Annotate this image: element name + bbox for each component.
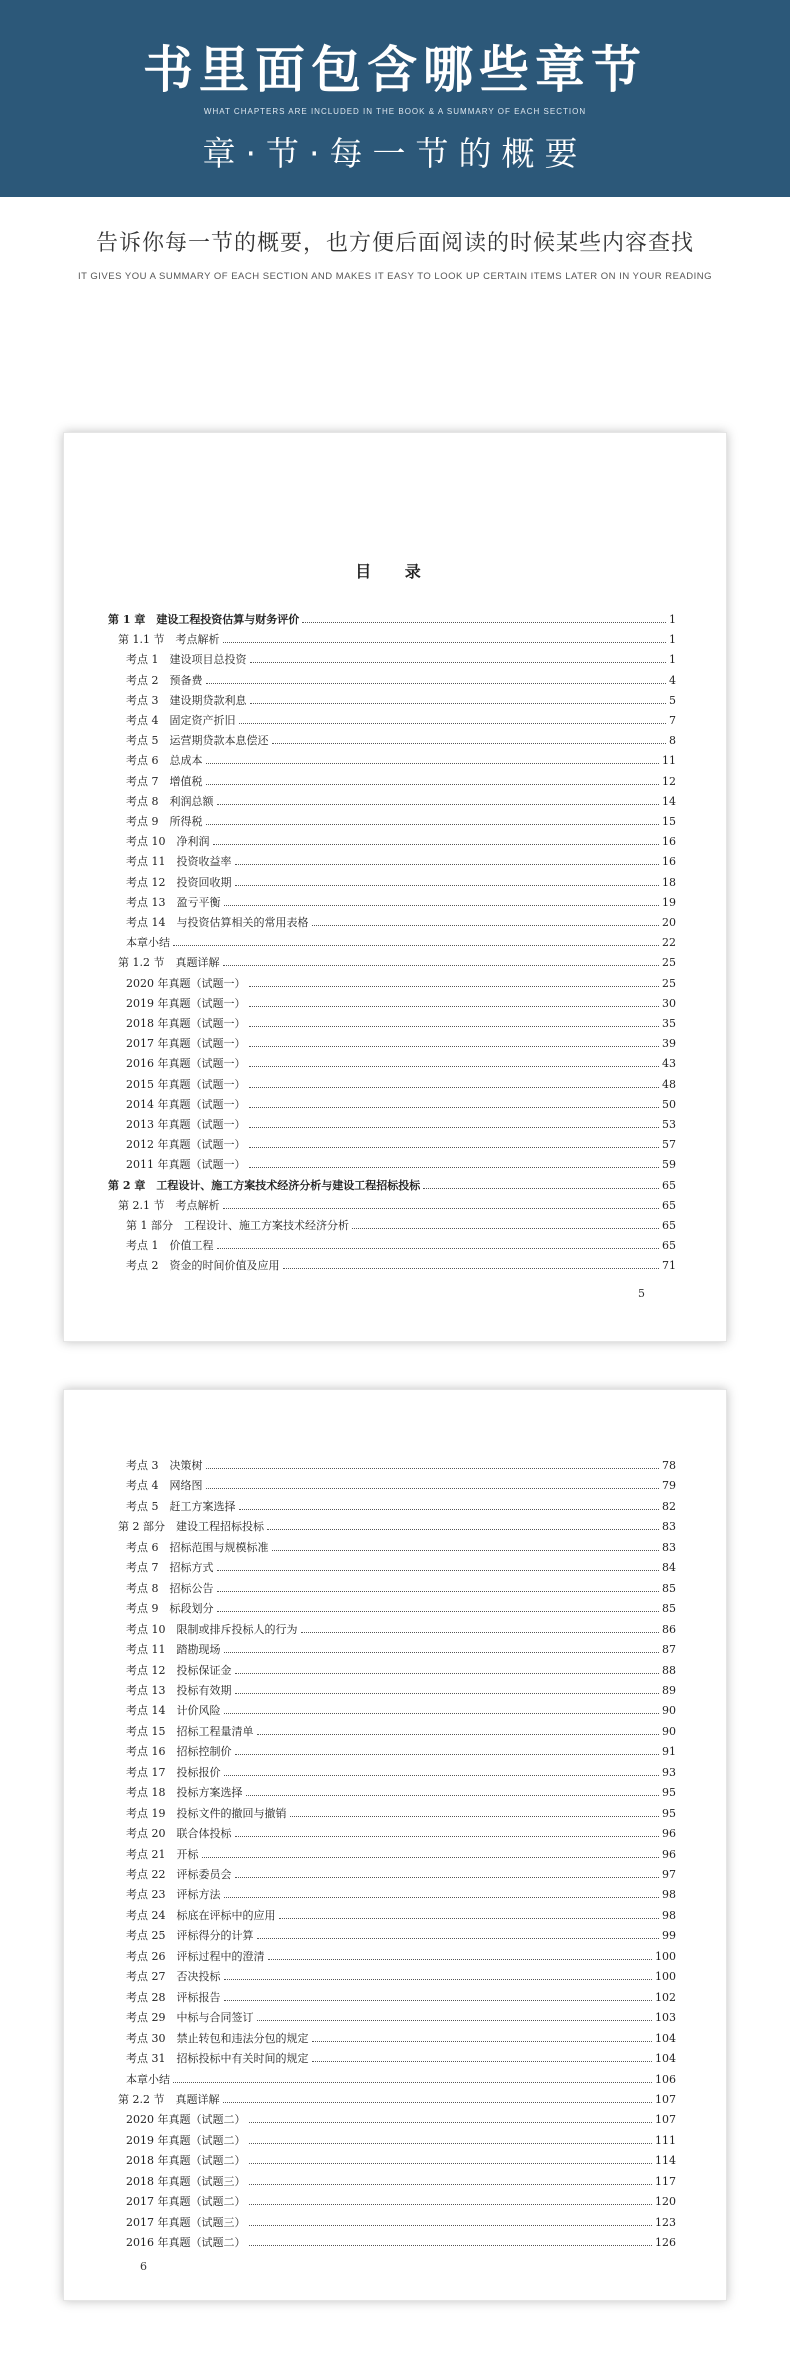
toc-entry-page: 65	[662, 1239, 676, 1253]
toc-entry	[108, 609, 676, 627]
dot-leader	[249, 2184, 653, 2185]
toc-entry-page: 35	[662, 1017, 676, 1030]
toc-entry-title: 考点 8 利润总额	[126, 794, 214, 808]
toc-entry-title: 2013 年真题（试题一）	[126, 1118, 246, 1131]
toc-entry	[126, 750, 676, 768]
dot-leader	[224, 1897, 660, 1898]
toc-entry	[126, 1884, 676, 1902]
toc-entry-title: 第 1 部分 工程设计、施工方案技术经济分析	[126, 1219, 349, 1232]
toc-entry-page: 111	[655, 2133, 676, 2147]
toc-entry-title: 考点 2 预备费	[126, 673, 203, 687]
toc-entry-title: 第 2.1 节 考点解析	[118, 1198, 220, 1212]
toc-entry-page: 65	[662, 1178, 676, 1192]
toc-entry-title: 考点 17 投标报价	[126, 1765, 221, 1779]
dot-leader	[223, 965, 660, 966]
dot-leader	[249, 2122, 653, 2123]
toc-entry	[126, 1721, 676, 1739]
dot-leader	[206, 683, 667, 684]
dot-leader	[224, 1775, 660, 1776]
toc-entry-title: 考点 27 否决投标	[126, 1970, 221, 1984]
dot-leader	[217, 1248, 660, 1249]
toc-entry-title: 考点 13 盈亏平衡	[126, 895, 221, 909]
toc-entry-title: 考点 8 招标公告	[126, 1581, 214, 1595]
dot-leader	[235, 885, 660, 886]
dot-leader	[223, 1208, 660, 1209]
dot-leader	[224, 1979, 653, 1980]
toc-entry	[126, 851, 676, 869]
toc-entry	[126, 2069, 676, 2087]
toc-entry-page: 8	[669, 734, 676, 748]
toc-page-1	[63, 432, 727, 1342]
toc-entry	[126, 2150, 676, 2168]
toc-entry-page: 30	[662, 996, 676, 1010]
toc-entry-page: 1	[669, 653, 676, 667]
toc-entry-title: 2020 年真题（试题一）	[126, 976, 246, 990]
toc-entry-title: 考点 9 标段划分	[126, 1602, 214, 1616]
toc-entry-title: 本章小结	[126, 2072, 170, 2086]
toc-entry	[126, 993, 676, 1011]
header-banner	[0, 0, 790, 197]
toc-entry	[126, 1074, 676, 1092]
dot-leader	[312, 2041, 653, 2042]
dot-leader	[235, 1754, 660, 1755]
toc-entry	[126, 2109, 676, 2127]
dot-leader	[272, 1550, 660, 1551]
dot-leader	[213, 844, 660, 845]
dot-leader	[279, 1918, 660, 1919]
toc-entry	[126, 2048, 676, 2066]
toc-entry-page: 98	[662, 1908, 676, 1922]
toc-entry-page: 50	[662, 1097, 676, 1111]
toc-entry-page: 18	[662, 875, 676, 889]
toc-entry-page: 14	[662, 794, 676, 808]
dot-leader	[239, 1509, 660, 1510]
dot-leader	[249, 1127, 660, 1128]
toc-entry-title: 考点 12 投标保证金	[126, 1663, 232, 1677]
toc-entry-title: 考点 7 招标方式	[126, 1561, 214, 1575]
toc-entry	[126, 932, 676, 950]
dot-leader	[235, 1877, 660, 1878]
dot-leader	[302, 622, 666, 623]
toc-entry	[126, 791, 676, 809]
toc-entry	[126, 1741, 676, 1759]
toc-entry-page: 7	[669, 714, 676, 727]
toc-entry	[126, 1235, 676, 1253]
toc-entry-page: 126	[655, 2236, 676, 2250]
toc-entry-page: 1	[669, 613, 676, 626]
dot-leader	[312, 2061, 653, 2062]
toc-entry	[126, 1700, 676, 1718]
toc-entry-page: 19	[662, 895, 676, 909]
toc-entry	[126, 831, 676, 849]
toc-entry-page: 65	[662, 1198, 676, 1212]
toc-entry-title: 考点 22 评标委员会	[126, 1868, 232, 1881]
toc-entry-page: 53	[662, 1118, 676, 1131]
toc-entry	[126, 1537, 676, 1555]
page-number: 6	[140, 2260, 147, 2273]
dot-leader	[206, 784, 660, 785]
toc-entry	[126, 1619, 676, 1637]
toc-entry-title: 2017 年真题（试题一）	[126, 1037, 246, 1051]
dot-leader	[257, 1938, 660, 1939]
toc-entry	[118, 629, 676, 647]
toc-entry	[126, 1557, 676, 1575]
toc-entry-title: 2018 年真题（试题二）	[126, 2154, 246, 2168]
toc-entry-title: 考点 13 投标有效期	[126, 1683, 232, 1697]
dot-leader	[250, 703, 667, 704]
toc-entry-title: 本章小结	[126, 936, 170, 950]
toc-entry-page: 120	[655, 2195, 676, 2209]
toc-entry	[126, 649, 676, 667]
toc-entry-title: 考点 6 总成本	[126, 754, 203, 768]
toc-entry	[126, 730, 676, 748]
toc-entry-page: 117	[655, 2174, 676, 2188]
toc-entry-page: 84	[662, 1561, 676, 1575]
toc-entry-title: 考点 2 资金的时间价值及应用	[126, 1259, 280, 1273]
toc-entry-page: 91	[662, 1745, 676, 1759]
toc-entry	[126, 690, 676, 708]
toc-entry-page: 95	[662, 1806, 676, 1820]
toc-entry-title: 考点 4 固定资产折旧	[126, 714, 236, 727]
toc-entry-title: 2016 年真题（试题二）	[126, 2236, 246, 2250]
dot-leader	[257, 2020, 653, 2021]
toc-title: 目 录	[355, 562, 435, 581]
toc-entry	[126, 1154, 676, 1172]
toc-entry	[126, 872, 676, 890]
header-tagline: 章·节·每一节的概要	[202, 134, 588, 173]
dot-leader	[206, 1468, 660, 1469]
toc-entry-title: 2019 年真题（试题一）	[126, 996, 246, 1010]
toc-entry-title: 考点 18 投标方案选择	[126, 1786, 243, 1800]
toc-entry-page: 82	[662, 1499, 676, 1513]
toc-entry-title: 考点 3 决策树	[126, 1459, 203, 1472]
toc-entry	[126, 670, 676, 688]
toc-entry	[126, 2007, 676, 2025]
toc-entry-title: 2015 年真题（试题一）	[126, 1077, 246, 1091]
toc-entry-title: 考点 20 联合体投标	[126, 1827, 232, 1841]
toc-entry-page: 15	[662, 815, 676, 828]
toc-entry-title: 考点 5 赶工方案选择	[126, 1499, 236, 1513]
toc-entry	[126, 1255, 676, 1273]
toc-entry	[126, 1639, 676, 1657]
toc-entry-page: 123	[655, 2215, 676, 2229]
toc-entry-title: 考点 15 招标工程量清单	[126, 1724, 254, 1738]
toc-entry-title: 考点 11 踏勘现场	[126, 1643, 221, 1657]
dot-leader	[235, 1836, 660, 1837]
toc-entry-title: 第 1.2 节 真题详解	[118, 956, 220, 970]
dot-leader	[217, 1591, 660, 1592]
toc-entry-page: 20	[662, 916, 676, 929]
toc-entry-title: 考点 10 限制或排斥投标人的行为	[126, 1622, 298, 1636]
dot-leader	[249, 2245, 653, 2246]
dot-leader	[250, 662, 667, 663]
toc-entry-page: 4	[669, 673, 676, 687]
toc-entry-page: 16	[662, 835, 676, 849]
header-subtitle-en: WHAT CHAPTERS ARE INCLUDED IN THE BOOK & A SUMMARY OF EACH SECTION	[203, 107, 587, 116]
toc-entry	[126, 1598, 676, 1616]
toc-entry	[126, 1053, 676, 1071]
toc-entry	[126, 1823, 676, 1841]
page-number: 5	[638, 1287, 645, 1300]
dot-leader	[249, 1107, 660, 1108]
toc-entry-page: 83	[662, 1540, 676, 1554]
dot-leader	[249, 1026, 660, 1027]
toc-entry	[126, 1762, 676, 1780]
dot-leader	[235, 1673, 660, 1674]
toc-entry	[126, 1966, 676, 1984]
dot-leader	[224, 1713, 660, 1714]
toc-entry-page: 25	[662, 956, 676, 970]
toc-entry-page: 11	[662, 754, 676, 768]
dot-leader	[249, 1087, 660, 1088]
toc-entry-page: 5	[669, 693, 676, 707]
toc-entry-page: 107	[655, 2113, 676, 2127]
toc-entry-page: 98	[662, 1888, 676, 1902]
toc-entry	[126, 771, 676, 789]
toc-entry-page: 95	[662, 1786, 676, 1800]
toc-entry-title: 考点 24 标底在评标中的应用	[126, 1908, 276, 1922]
toc-entry-page: 25	[662, 976, 676, 990]
toc-entry	[126, 1905, 676, 1923]
toc-entry-page: 85	[662, 1602, 676, 1616]
toc-page-2	[63, 1389, 727, 2301]
dot-leader	[249, 2204, 653, 2205]
toc-entry-page: 114	[655, 2154, 676, 2168]
toc-entry	[126, 1134, 676, 1152]
toc-entry	[118, 952, 676, 970]
toc-entry-title: 2018 年真题（试题一）	[126, 1017, 246, 1030]
toc-entry-page: 57	[662, 1138, 676, 1152]
toc-entry-title: 第 1.1 节 考点解析	[118, 633, 220, 647]
dot-leader	[267, 1529, 659, 1530]
toc-entry	[126, 2171, 676, 2189]
toc-entry-title: 第 2 部分 建设工程招标投标	[118, 1520, 264, 1534]
toc-entry	[126, 1660, 676, 1678]
toc-entry-page: 79	[662, 1479, 676, 1493]
toc-entry-page: 90	[662, 1724, 676, 1738]
dot-leader	[206, 824, 660, 825]
toc-entry-title: 考点 16 招标控制价	[126, 1745, 232, 1759]
toc-entry	[126, 1094, 676, 1112]
dot-leader	[249, 2225, 653, 2226]
toc-entry-page: 100	[655, 1949, 676, 1963]
dot-leader	[206, 1488, 660, 1489]
toc-entry	[126, 1114, 676, 1132]
toc-entry-title: 第 2.2 节 真题详解	[118, 2092, 220, 2106]
toc-entry-page: 86	[662, 1622, 676, 1636]
toc-entry-title: 考点 11 投资收益率	[126, 855, 232, 869]
toc-entry-page: 59	[662, 1158, 676, 1172]
toc-entry-page: 89	[662, 1683, 676, 1697]
toc-entry-page: 16	[662, 855, 676, 869]
toc-entry-title: 考点 9 所得税	[126, 815, 203, 828]
dot-leader	[235, 864, 660, 865]
toc-entry	[126, 1782, 676, 1800]
toc-entry-title: 2017 年真题（试题二）	[126, 2195, 246, 2209]
toc-entry-page: 87	[662, 1643, 676, 1657]
toc-entry-title: 考点 31 招标投标中有关时间的规定	[126, 2052, 309, 2066]
toc-entry-title: 2016 年真题（试题一）	[126, 1057, 246, 1071]
toc-entry	[126, 2232, 676, 2250]
header-title: 书里面包含哪些章节	[143, 41, 647, 99]
toc-entry-page: 97	[662, 1868, 676, 1881]
dot-leader	[249, 1167, 660, 1168]
toc-entry-page: 88	[662, 1663, 676, 1677]
toc-entry	[126, 1455, 676, 1473]
toc-entry-page: 103	[655, 2011, 676, 2025]
toc-entry-title: 考点 30 禁止转包和违法分包的规定	[126, 2031, 309, 2045]
dot-leader	[283, 1268, 660, 1269]
toc-entry-title: 考点 21 开标	[126, 1847, 199, 1861]
toc-entry-title: 考点 7 增值税	[126, 774, 203, 788]
toc-entry	[126, 1033, 676, 1051]
dot-leader	[290, 1816, 660, 1817]
toc-entry-title: 考点 6 招标范围与规模标准	[126, 1540, 269, 1554]
toc-entry-title: 考点 12 投资回收期	[126, 875, 232, 889]
toc-entry-page: 96	[662, 1827, 676, 1841]
toc-entry-page: 78	[662, 1459, 676, 1472]
toc-entry-page: 96	[662, 1847, 676, 1861]
dot-leader	[272, 743, 667, 744]
toc-entry	[126, 973, 676, 991]
toc-entry-page: 90	[662, 1704, 676, 1718]
toc-entry-title: 考点 23 评标方法	[126, 1888, 221, 1902]
toc-entry-page: 12	[662, 774, 676, 788]
toc-entry	[126, 1578, 676, 1596]
toc-entry	[126, 892, 676, 910]
toc-entry	[126, 912, 676, 930]
toc-entry-page: 99	[662, 1929, 676, 1943]
toc-entry-title: 考点 10 净利润	[126, 835, 210, 849]
toc-entry	[126, 1680, 676, 1698]
dot-leader	[173, 2082, 652, 2083]
toc-entry-page: 71	[662, 1259, 676, 1273]
dot-leader	[217, 1611, 660, 1612]
toc-entry-title: 第 1 章 建设工程投资估算与财务评价	[108, 613, 300, 626]
dot-leader	[224, 2000, 653, 2001]
toc-entry	[126, 2212, 676, 2230]
toc-entry-title: 考点 3 建设期贷款利息	[126, 693, 247, 707]
dot-leader	[312, 925, 660, 926]
toc-entry-title: 考点 5 运营期贷款本息偿还	[126, 734, 269, 748]
toc-entry	[126, 1946, 676, 1964]
dot-leader	[249, 986, 660, 987]
toc-entry	[126, 1844, 676, 1862]
toc-entry-title: 考点 28 评标报告	[126, 1990, 221, 2004]
toc-entry	[126, 2130, 676, 2148]
dot-leader	[249, 2163, 653, 2164]
toc-entry-title: 2018 年真题（试题三）	[126, 2174, 246, 2188]
toc-entry	[126, 1013, 676, 1031]
dot-leader	[217, 804, 660, 805]
toc-entry	[108, 1175, 676, 1193]
toc-entry-title: 考点 14 计价风险	[126, 1704, 221, 1718]
toc-entry	[126, 1987, 676, 2005]
toc-entry-title: 考点 26 评标过程中的澄清	[126, 1949, 265, 1963]
dot-leader	[217, 1570, 660, 1571]
dot-leader	[173, 945, 659, 946]
dot-leader	[423, 1188, 659, 1189]
toc-entry-title: 2011 年真题（试题一）	[126, 1158, 246, 1172]
intro-text: 告诉你每一节的概要，也方便后面阅读的时候某些内容查找	[95, 231, 694, 256]
toc-entry-title: 考点 1 建设项目总投资	[126, 653, 247, 667]
toc-entry-title: 考点 29 中标与合同签订	[126, 2011, 254, 2025]
toc-entry-page: 100	[655, 1970, 676, 1984]
toc-entry-title: 考点 1 价值工程	[126, 1239, 214, 1253]
toc-entry	[126, 1803, 676, 1821]
dot-leader	[246, 1795, 660, 1796]
toc-entry-title: 考点 19 投标文件的撤回与撤销	[126, 1806, 287, 1820]
toc-entry	[126, 2028, 676, 2046]
dot-leader	[249, 1046, 660, 1047]
dot-leader	[249, 2143, 653, 2144]
dot-leader	[239, 723, 667, 724]
toc-entry	[126, 1864, 676, 1882]
dot-leader	[249, 1006, 660, 1007]
toc-entry-title: 2014 年真题（试题一）	[126, 1097, 246, 1111]
toc-entry-page: 93	[662, 1765, 676, 1779]
dot-leader	[223, 2102, 653, 2103]
toc-entry-page: 102	[655, 1990, 676, 2004]
dot-leader	[257, 1734, 660, 1735]
toc-entry-page: 1	[669, 633, 676, 647]
dot-leader	[223, 642, 667, 643]
toc-entry-page: 85	[662, 1581, 676, 1595]
toc-entry	[126, 811, 676, 829]
toc-entry	[118, 1516, 676, 1534]
dot-leader	[301, 1632, 660, 1633]
toc-entry-title: 考点 25 评标得分的计算	[126, 1929, 254, 1943]
toc-entry-page: 106	[655, 2072, 676, 2086]
toc-entry-title: 考点 14 与投资估算相关的常用表格	[126, 916, 309, 929]
toc-entry-page: 65	[662, 1219, 676, 1232]
toc-entry-page: 22	[662, 936, 676, 950]
toc-entry-title: 2012 年真题（试题一）	[126, 1138, 246, 1152]
toc-entry-page: 39	[662, 1037, 676, 1051]
toc-entry	[126, 1496, 676, 1514]
dot-leader	[206, 763, 660, 764]
toc-entry-title: 2020 年真题（试题二）	[126, 2113, 246, 2127]
toc-entry-page: 104	[655, 2052, 676, 2066]
toc-entry-page: 43	[662, 1057, 676, 1071]
toc-entry	[126, 710, 676, 728]
dot-leader	[249, 1147, 660, 1148]
dot-leader	[235, 1693, 660, 1694]
toc-entry-page: 83	[662, 1520, 676, 1534]
toc-entry-page: 107	[655, 2092, 676, 2106]
toc-entry-title: 考点 4 网络图	[126, 1479, 203, 1493]
dot-leader	[352, 1228, 659, 1229]
toc-entry	[118, 2089, 676, 2107]
toc-entry	[126, 2191, 676, 2209]
toc-entry	[118, 1195, 676, 1213]
dot-leader	[202, 1857, 660, 1858]
intro-text-en: IT GIVES YOU A SUMMARY OF EACH SECTION AND MAKES IT EASY TO LOOK UP CERTAIN ITEMS LATER ON IN YOUR READING	[77, 271, 713, 282]
toc-entry	[126, 1925, 676, 1943]
toc-entry	[126, 1475, 676, 1493]
toc-entry-page: 104	[655, 2031, 676, 2045]
toc-entry-title: 2017 年真题（试题三）	[126, 2215, 246, 2229]
toc-entry-page: 48	[662, 1077, 676, 1091]
dot-leader	[268, 1959, 653, 1960]
toc-entry-title: 2019 年真题（试题二）	[126, 2133, 246, 2147]
dot-leader	[224, 905, 660, 906]
dot-leader	[224, 1652, 660, 1653]
toc-entry	[126, 1215, 676, 1233]
toc-entry-title: 第 2 章 工程设计、施工方案技术经济分析与建设工程招标投标	[108, 1178, 421, 1192]
dot-leader	[249, 1066, 660, 1067]
